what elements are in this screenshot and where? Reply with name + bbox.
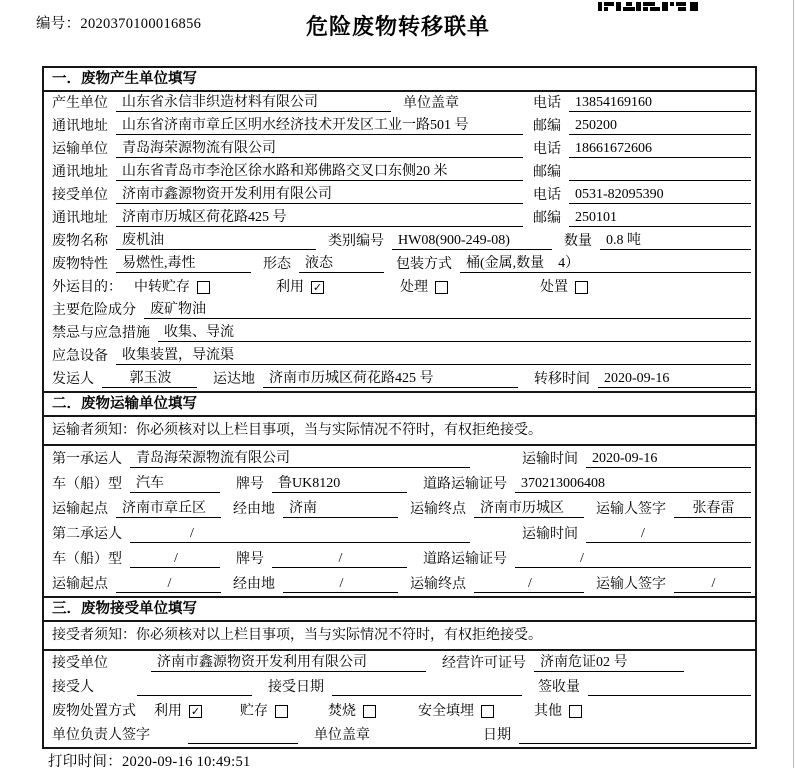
- disposal-other-label: 其他: [534, 704, 562, 719]
- origin2-label: 运输起点: [52, 577, 108, 592]
- characteristic-label: 废物特性: [52, 257, 108, 272]
- taboo-measures-label: 禁忌与应急措施: [52, 326, 150, 341]
- category-label: 类别编号: [328, 234, 384, 249]
- permit-label: 经营许可证号: [442, 656, 526, 671]
- origin-value: 济南市章丘区: [116, 500, 221, 518]
- unit-seal-label: 单位盖章: [403, 96, 459, 111]
- form-label: 形态: [263, 257, 291, 272]
- road-license-value: 370213006408: [515, 475, 751, 493]
- print-time-value: 2020-09-16 10:49:51: [122, 754, 251, 768]
- vehicle-type2-value: /: [130, 550, 220, 568]
- receiving-unit-value: 济南市鑫源物资开发利用有限公司: [151, 654, 426, 672]
- first-carrier-label: 第一承运人: [52, 452, 122, 467]
- disposal-use-label: 利用: [154, 704, 182, 719]
- purpose-disposal-checkbox: [575, 281, 588, 294]
- sender-label: 发运人: [52, 372, 94, 387]
- purpose-option-transit-storage: [134, 279, 210, 296]
- disposal-storage-checkbox: [275, 705, 288, 718]
- purpose-label: 外运目的：: [52, 280, 122, 295]
- row-first-carrier: [44, 446, 755, 471]
- first-carrier-time-label: 运输时间: [522, 452, 578, 467]
- purpose-option-disposal: [540, 279, 588, 296]
- destination-label: 运达地: [213, 372, 255, 387]
- packing-label: 包装方式: [396, 257, 452, 272]
- road-license2-label: 道路运输证号: [423, 552, 507, 567]
- receiving-unit-label: 接受单位: [52, 656, 108, 671]
- disposal-option-storage: [240, 703, 288, 720]
- road-license-label: 道路运输证号: [423, 477, 507, 492]
- row-second-carrier: [44, 521, 755, 546]
- receiver-notice: 接受者须知：你必须核对以上栏目事项，当与实际情况不符时，有权拒绝接受。: [44, 622, 755, 651]
- disposal-option-other: [534, 703, 582, 720]
- disposal-method-label: 废物处置方式: [52, 704, 136, 719]
- end-value: 济南市历城区: [474, 500, 584, 518]
- row-transporter-address: [44, 161, 755, 184]
- receiver-zip-label: 邮编: [533, 211, 561, 226]
- head-signature-value: [188, 727, 298, 744]
- section-receiver: [44, 596, 755, 747]
- transporter-zip-label: 邮编: [533, 165, 561, 180]
- purpose-transit-storage-checkbox: [197, 281, 210, 294]
- document-header: [0, 0, 796, 42]
- transporter-phone-value: 18661672606: [569, 140, 751, 158]
- sender-value: 郭玉波: [102, 370, 197, 388]
- row-sender: [44, 368, 755, 391]
- via2-label: 经由地: [233, 577, 275, 592]
- serial-number: [36, 12, 201, 33]
- disposal-other-checkbox: [569, 705, 582, 718]
- emergency-equipment-label: 应急设备: [52, 349, 108, 364]
- carrier-sign2-value: /: [674, 575, 751, 593]
- transporter-phone-label: 电话: [533, 142, 561, 157]
- waste-name-value: 废机油: [116, 232, 316, 250]
- head-signature-label: 单位负责人签字: [52, 728, 150, 743]
- producer-unit-value: 山东省永信非织造材料有限公司: [116, 94, 391, 112]
- section2-title: 二．废物运输单位填写: [44, 393, 755, 417]
- via2-value: /: [283, 575, 398, 593]
- second-carrier-time-value: /: [586, 525, 751, 543]
- receiver-seal-label: 单位盖章: [314, 728, 370, 743]
- producer-address-label: 通讯地址: [52, 119, 108, 134]
- carrier-sign-label: 运输人签字: [596, 502, 666, 517]
- received-qty-value: [588, 679, 751, 696]
- purpose-option-treatment: [400, 279, 448, 296]
- purpose-disposal-label: 处置: [540, 280, 568, 295]
- transporter-unit-label: 运输单位: [52, 142, 108, 157]
- first-carrier-time-value: 2020-09-16: [586, 450, 751, 468]
- disposal-landfill-label: 安全填埋: [418, 704, 474, 719]
- row-taboo-measures: [44, 322, 755, 345]
- transporter-zip-value: [569, 164, 751, 181]
- form-value: 液态: [299, 255, 384, 273]
- purpose-use-mark: ✓: [312, 281, 323, 294]
- first-carrier-value: 青岛海荣源物流有限公司: [130, 450, 470, 468]
- carrier-sign2-label: 运输人签字: [596, 577, 666, 592]
- received-qty-label: 签收量: [538, 680, 580, 695]
- receiver-unit-label: 接受单位: [52, 188, 108, 203]
- purpose-use-label: 利用: [276, 280, 304, 295]
- receiver-address-value: 济南市历城区荷花路425 号: [116, 209, 523, 227]
- end-label: 运输终点: [410, 502, 466, 517]
- transfer-time-value: 2020-09-16: [598, 370, 751, 388]
- print-time: [48, 750, 251, 768]
- permit-value: 济南危证02 号: [534, 654, 684, 672]
- receiver-phone-label: 电话: [533, 188, 561, 203]
- disposal-incineration-checkbox: [363, 705, 376, 718]
- receiver-unit-value: 济南市鑫源物资开发利用有限公司: [116, 186, 523, 204]
- characteristic-value: 易燃性,毒性: [116, 255, 251, 273]
- end2-label: 运输终点: [410, 577, 466, 592]
- category-value: HW08(900-249-08): [392, 232, 552, 250]
- serial-value: 2020370100016856: [80, 16, 202, 32]
- sign-date-label: 日期: [483, 728, 511, 743]
- plate2-value: /: [272, 550, 407, 568]
- vehicle-type-value: 汽车: [130, 475, 220, 493]
- transporter-unit-value: 青岛海荣源物流有限公司: [116, 140, 523, 158]
- second-carrier-time-label: 运输时间: [522, 527, 578, 542]
- emergency-equipment-value: 收集装置，导流渠: [116, 347, 751, 365]
- second-carrier-label: 第二承运人: [52, 527, 122, 542]
- row-head-signature: [44, 723, 755, 747]
- section-producer: [44, 68, 755, 391]
- quantity-value: 0.8 吨: [600, 232, 751, 250]
- transporter-notice: 运输者须知：你必须核对以上栏目事项，当与实际情况不符时，有权拒绝接受。: [44, 417, 755, 446]
- road-license2-value: /: [515, 550, 751, 568]
- receiving-person-label: 接受人: [52, 680, 94, 695]
- section-transporter: [44, 391, 755, 596]
- row-disposal-method: [44, 699, 755, 723]
- print-time-label: 打印时间：: [48, 754, 122, 768]
- end2-value: /: [474, 575, 584, 593]
- disposal-option-incineration: [328, 703, 376, 720]
- purpose-transit-storage-label: 中转贮存: [134, 280, 190, 295]
- manifest-form: [42, 66, 757, 749]
- row-receiver-address: [44, 207, 755, 230]
- disposal-option-use: [154, 703, 202, 720]
- plate-label: 牌号: [236, 477, 264, 492]
- producer-phone-value: 13854169160: [569, 94, 751, 112]
- vehicle-type2-label: 车（船）型: [52, 552, 122, 567]
- row-producer: [44, 92, 755, 115]
- purpose-treatment-label: 处理: [400, 280, 428, 295]
- purpose-treatment-checkbox: [435, 281, 448, 294]
- plate-value: 鲁UK8120: [272, 475, 407, 493]
- purpose-option-use: [276, 279, 324, 296]
- row-second-vehicle: [44, 546, 755, 571]
- producer-zip-label: 邮编: [533, 119, 561, 134]
- receiver-phone-value: 0531-82095390: [569, 186, 751, 204]
- disposal-landfill-checkbox: [481, 705, 494, 718]
- waste-name-label: 废物名称: [52, 234, 108, 249]
- sign-date-value: [519, 727, 751, 744]
- transporter-address-value: 山东省青岛市李沧区徐水路和郑佛路交叉口东侧20 米: [116, 163, 523, 181]
- row-transfer-purpose: [44, 276, 755, 299]
- transfer-time-label: 转移时间: [534, 372, 590, 387]
- hazard-components-label: 主要危险成分: [52, 303, 136, 318]
- row-first-vehicle: [44, 471, 755, 496]
- origin-label: 运输起点: [52, 502, 108, 517]
- producer-address-value: 山东省济南市章丘区明水经济技术开发区工业一路501 号: [116, 117, 523, 135]
- taboo-measures-value: 收集、导流: [158, 324, 751, 342]
- section1-title: 一．废物产生单位填写: [44, 68, 755, 92]
- transporter-address-label: 通讯地址: [52, 165, 108, 180]
- row-hazard-components: [44, 299, 755, 322]
- row-waste-name: [44, 230, 755, 253]
- disposal-use-checkbox: [189, 705, 202, 718]
- purpose-use-checkbox: [311, 281, 324, 294]
- receiver-zip-value: 250101: [569, 209, 751, 227]
- page-edge-line: [793, 0, 794, 768]
- second-carrier-value: /: [130, 525, 470, 543]
- origin2-value: /: [116, 575, 221, 593]
- via-value: 济南: [283, 500, 398, 518]
- receiving-date-label: 接受日期: [268, 680, 324, 695]
- page-title: 危险废物转移联单: [305, 14, 490, 39]
- carrier-sign-value: 张春雷: [674, 500, 751, 518]
- row-emergency-equipment: [44, 345, 755, 368]
- receiver-address-label: 通讯地址: [52, 211, 108, 226]
- via-label: 经由地: [233, 502, 275, 517]
- disposal-option-landfill: [418, 703, 494, 720]
- producer-zip-value: 250200: [569, 117, 751, 135]
- row-receiving-person: [44, 675, 755, 699]
- hazard-components-value: 废矿物油: [144, 301, 751, 319]
- row-producer-address: [44, 115, 755, 138]
- row-waste-characteristics: [44, 253, 755, 276]
- destination-value: 济南市历城区荷花路425 号: [263, 370, 518, 388]
- section3-title: 三．废物接受单位填写: [44, 598, 755, 622]
- row-receiving-unit: [44, 651, 755, 675]
- row-second-route: [44, 571, 755, 596]
- disposal-use-mark: ✓: [190, 705, 201, 718]
- packing-value: 桶(金属,数量 4）: [460, 255, 751, 273]
- disposal-storage-label: 贮存: [240, 704, 268, 719]
- vehicle-type-label: 车（船）型: [52, 477, 122, 492]
- row-transporter: [44, 138, 755, 161]
- plate2-label: 牌号: [236, 552, 264, 567]
- quantity-label: 数量: [564, 234, 592, 249]
- receiving-date-value: [332, 679, 522, 696]
- row-receiver: [44, 184, 755, 207]
- serial-label: 编号：: [36, 16, 81, 32]
- producer-unit-label: 产生单位: [52, 96, 108, 111]
- producer-phone-label: 电话: [533, 96, 561, 111]
- receiving-person-value: [137, 679, 252, 696]
- disposal-incineration-label: 焚烧: [328, 704, 356, 719]
- row-first-route: [44, 496, 755, 521]
